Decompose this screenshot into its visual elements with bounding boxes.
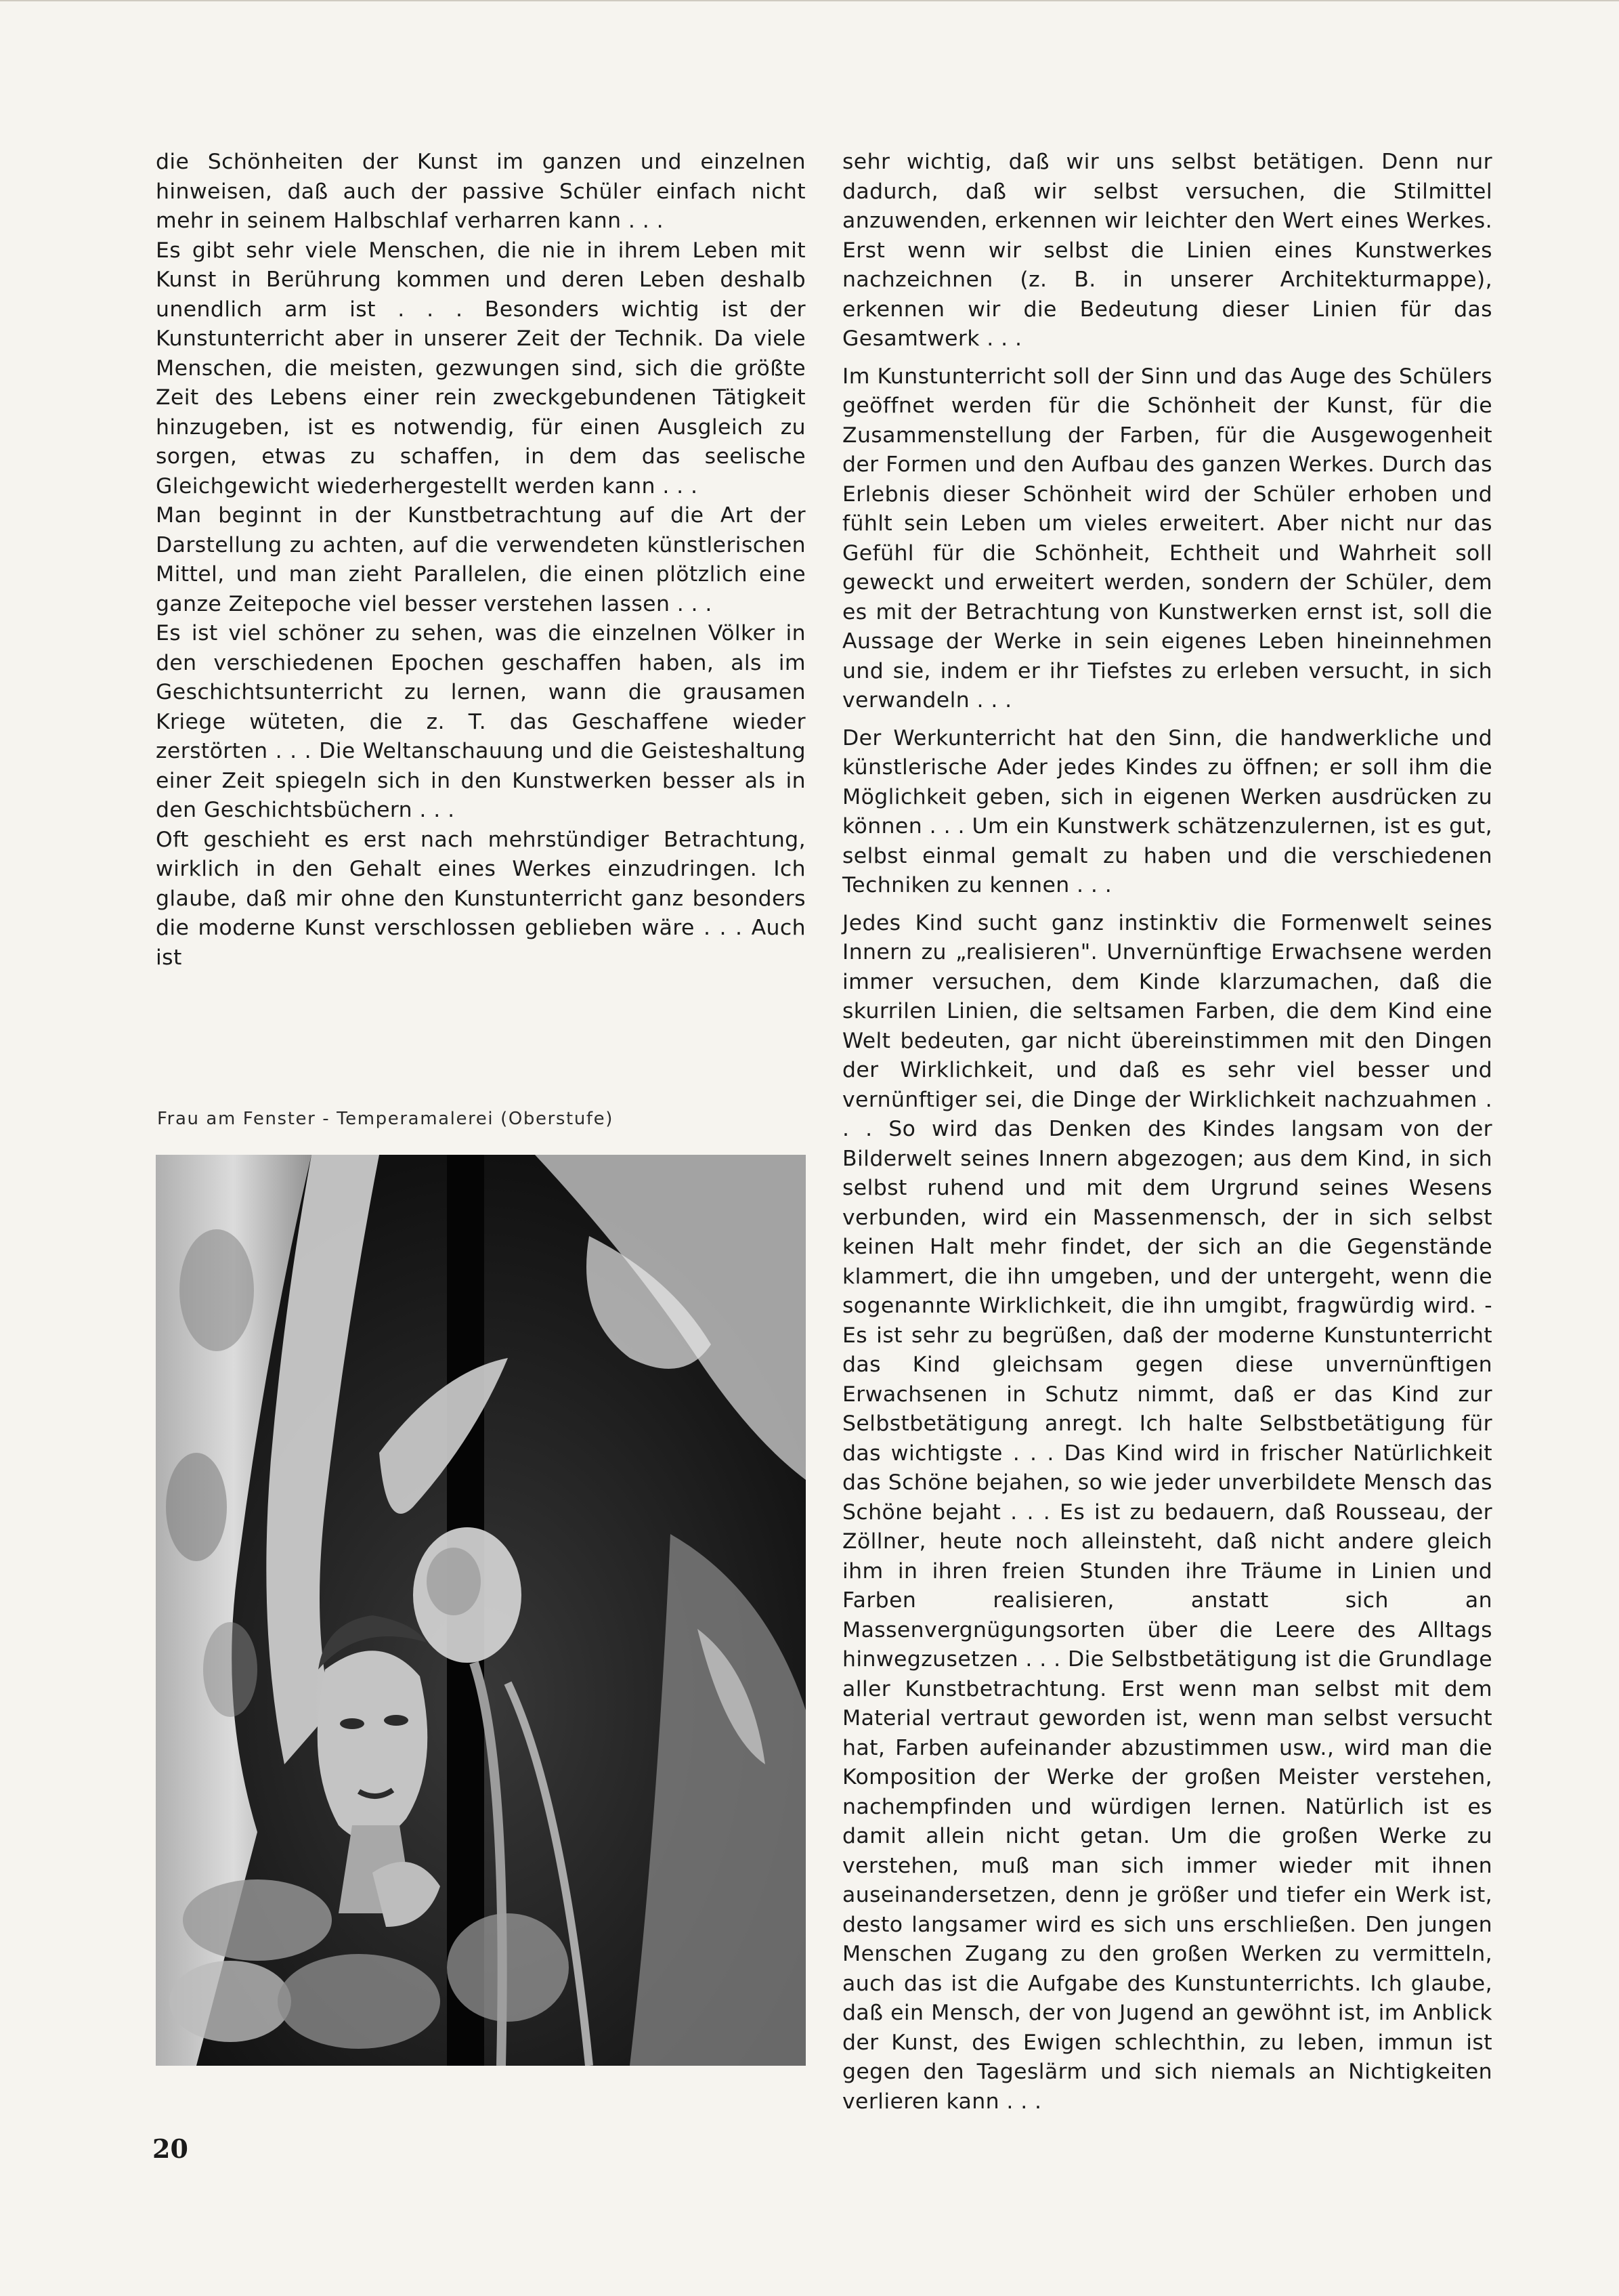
right-paragraph-4: Jedes Kind sucht ganz instinktiv die Formenwelt seines Innern zu „realisieren". Unvernünftige Erwachsene werden immer versuchen, dem Kinde klarzumachen, daß die skurrilen Linien, die seltsamen Farben, die dem Kind eine Welt bedeuten, gar nicht übereinstimmen mit den Dingen der Wirklichkeit, und daß es sehr viel besser und vernünftiger sei, die Dinge der Wirklichkeit nachzuahmen . . . So wird das Denken des Kindes langsam von der Bilderwelt seines Innern abgezogen; aus dem Kind, in sich selbst ruhend und mit dem Urgrund seines Wesens verbunden, wird ein Massenmensch, der in sich selbst keinen Halt mehr findet, der sich an die Gegenstände klammert, die ihn umgeben, und der untergeht, wenn die sogenannte Wirklichkeit, die ihn umgibt, fragwürdig wird. - Es ist sehr zu begrüßen, daß der moderne Kunstunterricht das Kind gleichsam gegen diese unvernünftigen Erwachsenen in Schutz nimmt, daß er das Kind zur Selbstbetätigung anregt. Ich halte Selbstbetätigung für das wichtigste . . . Das Kind wird in frischer Natürlichkeit das Schöne bejahen, so wie jeder unverbildete Mensch das Schöne bejaht . . . Es ist zu bedauern, daß Rousseau, der Zöllner, heute noch alleinsteht, daß nicht andere gleich ihm in ihren freien Stunden ihre Träume in Linien und Farben realisieren, anstatt sich an Massenvergnügungsorten über die Leere des Alltags hinwegzusetzen . . . Die Selbstbetätigung ist die Grundlage aller Kunstbetrachtung. Erst wenn man selbst mit dem Material vertraut geworden ist, wenn man selbst versucht hat, Farben aufeinander abzustimmen usw., wird man die Komposition der Werke der großen Meister verstehen, nachempfinden und würdigen lernen. Natürlich ist es damit allein nicht getan. Um die großen Werke zu verstehen, muß man sich immer wieder mit ihnen auseinandersetzen, denn je größer und tiefer ein Werk ist, desto langsamer wird es sich uns erschließen. Den jungen Menschen Zugang zu den großen Werken zu vermitteln, auch das ist die Aufgabe des Kunstunterrichts. Ich glaube, daß ein Mensch, der von Jugend an gewöhnt ist, im Anblick der Kunst, des Ewigen schlechthin, zu leben, immun ist gegen den Tageslärm und sich niemals an Nichtigkeiten verlieren kann . . . — [842, 910, 1492, 2114]
right-paragraph-1: sehr wichtig, daß wir uns selbst betätigen. Denn nur dadurch, daß wir selbst versuchen, die Stilmittel anzuwenden, erkennen wir leichter den Wert eines Werkes. Erst wenn wir selbst die Linien eines Kunstwerkes nachzeichnen (z. B. in unserer Architekturmappe), erkennen wir die Bedeutung dieser Linien für das Gesamtwerk . . . — [842, 150, 1492, 351]
page-number: 20 — [152, 2133, 188, 2164]
left-paragraph-2: Es gibt sehr viele Menschen, die nie in ihrem Leben mit Kunst in Berührung kommen und deren Leben deshalb unendlich arm ist . . . Besonders wichtig ist der Kunstunterricht aber in unserer Zeit der Technik. Da viele Menschen, die meisten, gezwungen sind, sich die größte Zeit des Lebens einer rein zweckgebundenen Tätigkeit hinzugeben, ist es notwendig, für einen Ausgleich zu sorgen, etwas zu schaffen, in dem das seelische Gleichgewicht wiederhergestellt werden kann . . . — [156, 238, 806, 498]
painting-photo — [156, 1155, 806, 2066]
left-paragraph-3: Man beginnt in der Kunstbetrachtung auf die Art der Darstellung zu achten, auf die verwendeten künstlerischen Mittel, und man zieht Parallelen, die einen plötzlich eine ganze Zeitepoche viel besser verstehen lassen . . . — [156, 503, 806, 616]
left-text-column — [156, 148, 806, 973]
painting-woman-at-window-image — [156, 1155, 806, 2066]
left-paragraph-5: Oft geschieht es erst nach mehrstündiger Betrachtung, wirklich in den Gehalt eines Werkes einzudringen. Ich glaube, daß mir ohne den Kunstunterricht ganz besonders die moderne Kunst verschlossen geblieben wäre . . . Auch ist — [156, 827, 806, 970]
figure-caption: Frau am Fenster - Temperamalerei (Oberstufe) — [157, 1109, 613, 1129]
right-paragraph-3: Der Werkunterricht hat den Sinn, die handwerkliche und künstlerische Ader jedes Kindes zu öffnen; er soll ihm die Möglichkeit geben, sich in eigenen Werken ausdrücken zu können . . . Um ein Kunstwerk schätzenzulernen, ist es gut, selbst einmal gemalt zu haben und die verschiedenen Techniken zu kennen . . . — [842, 725, 1492, 897]
right-paragraph-2: Im Kunstunterricht soll der Sinn und das Auge des Schülers geöffnet werden für die Schönheit der Kunst, für die Zusammenstellung der Farben, für die Ausgewogenheit der Formen und den Aufbau des ganzen Werkes. Durch das Erlebnis dieser Schönheit wird der Schüler erhoben und fühlt sein Leben um vieles erweitert. Aber nicht nur das Gefühl für die Schönheit, Echtheit und Wahrheit soll geweckt und erweitert werden, sondern der Schüler, dem es mit der Betrachtung von Kunstwerken ernst ist, soll die Aussage der Werke in sein eigenes Leben hineinnehmen und sie, indem er ihr Tiefstes zu erleben versucht, in sich verwandeln . . . — [842, 364, 1492, 713]
left-paragraph-4: Es ist viel schöner zu sehen, was die einzelnen Völker in den verschiedenen Epochen geschaffen haben, als im Geschichtsunterricht zu lernen, wann die grausamen Kriege wüteten, die z. T. das Geschaffene wieder zerstörten . . . Die Weltanschauung und die Geisteshaltung einer Zeit spiegeln sich in den Kunstwerken besser als in den Geschichtsbüchern . . . — [156, 621, 806, 822]
left-paragraph-1: die Schönheiten der Kunst im ganzen und einzelnen hinweisen, daß auch der passive Schüler einfach nicht mehr in seinem Halbschlaf verharren kann . . . — [156, 150, 806, 233]
right-text-column — [842, 148, 1492, 2117]
top-rule — [0, 0, 1619, 1]
